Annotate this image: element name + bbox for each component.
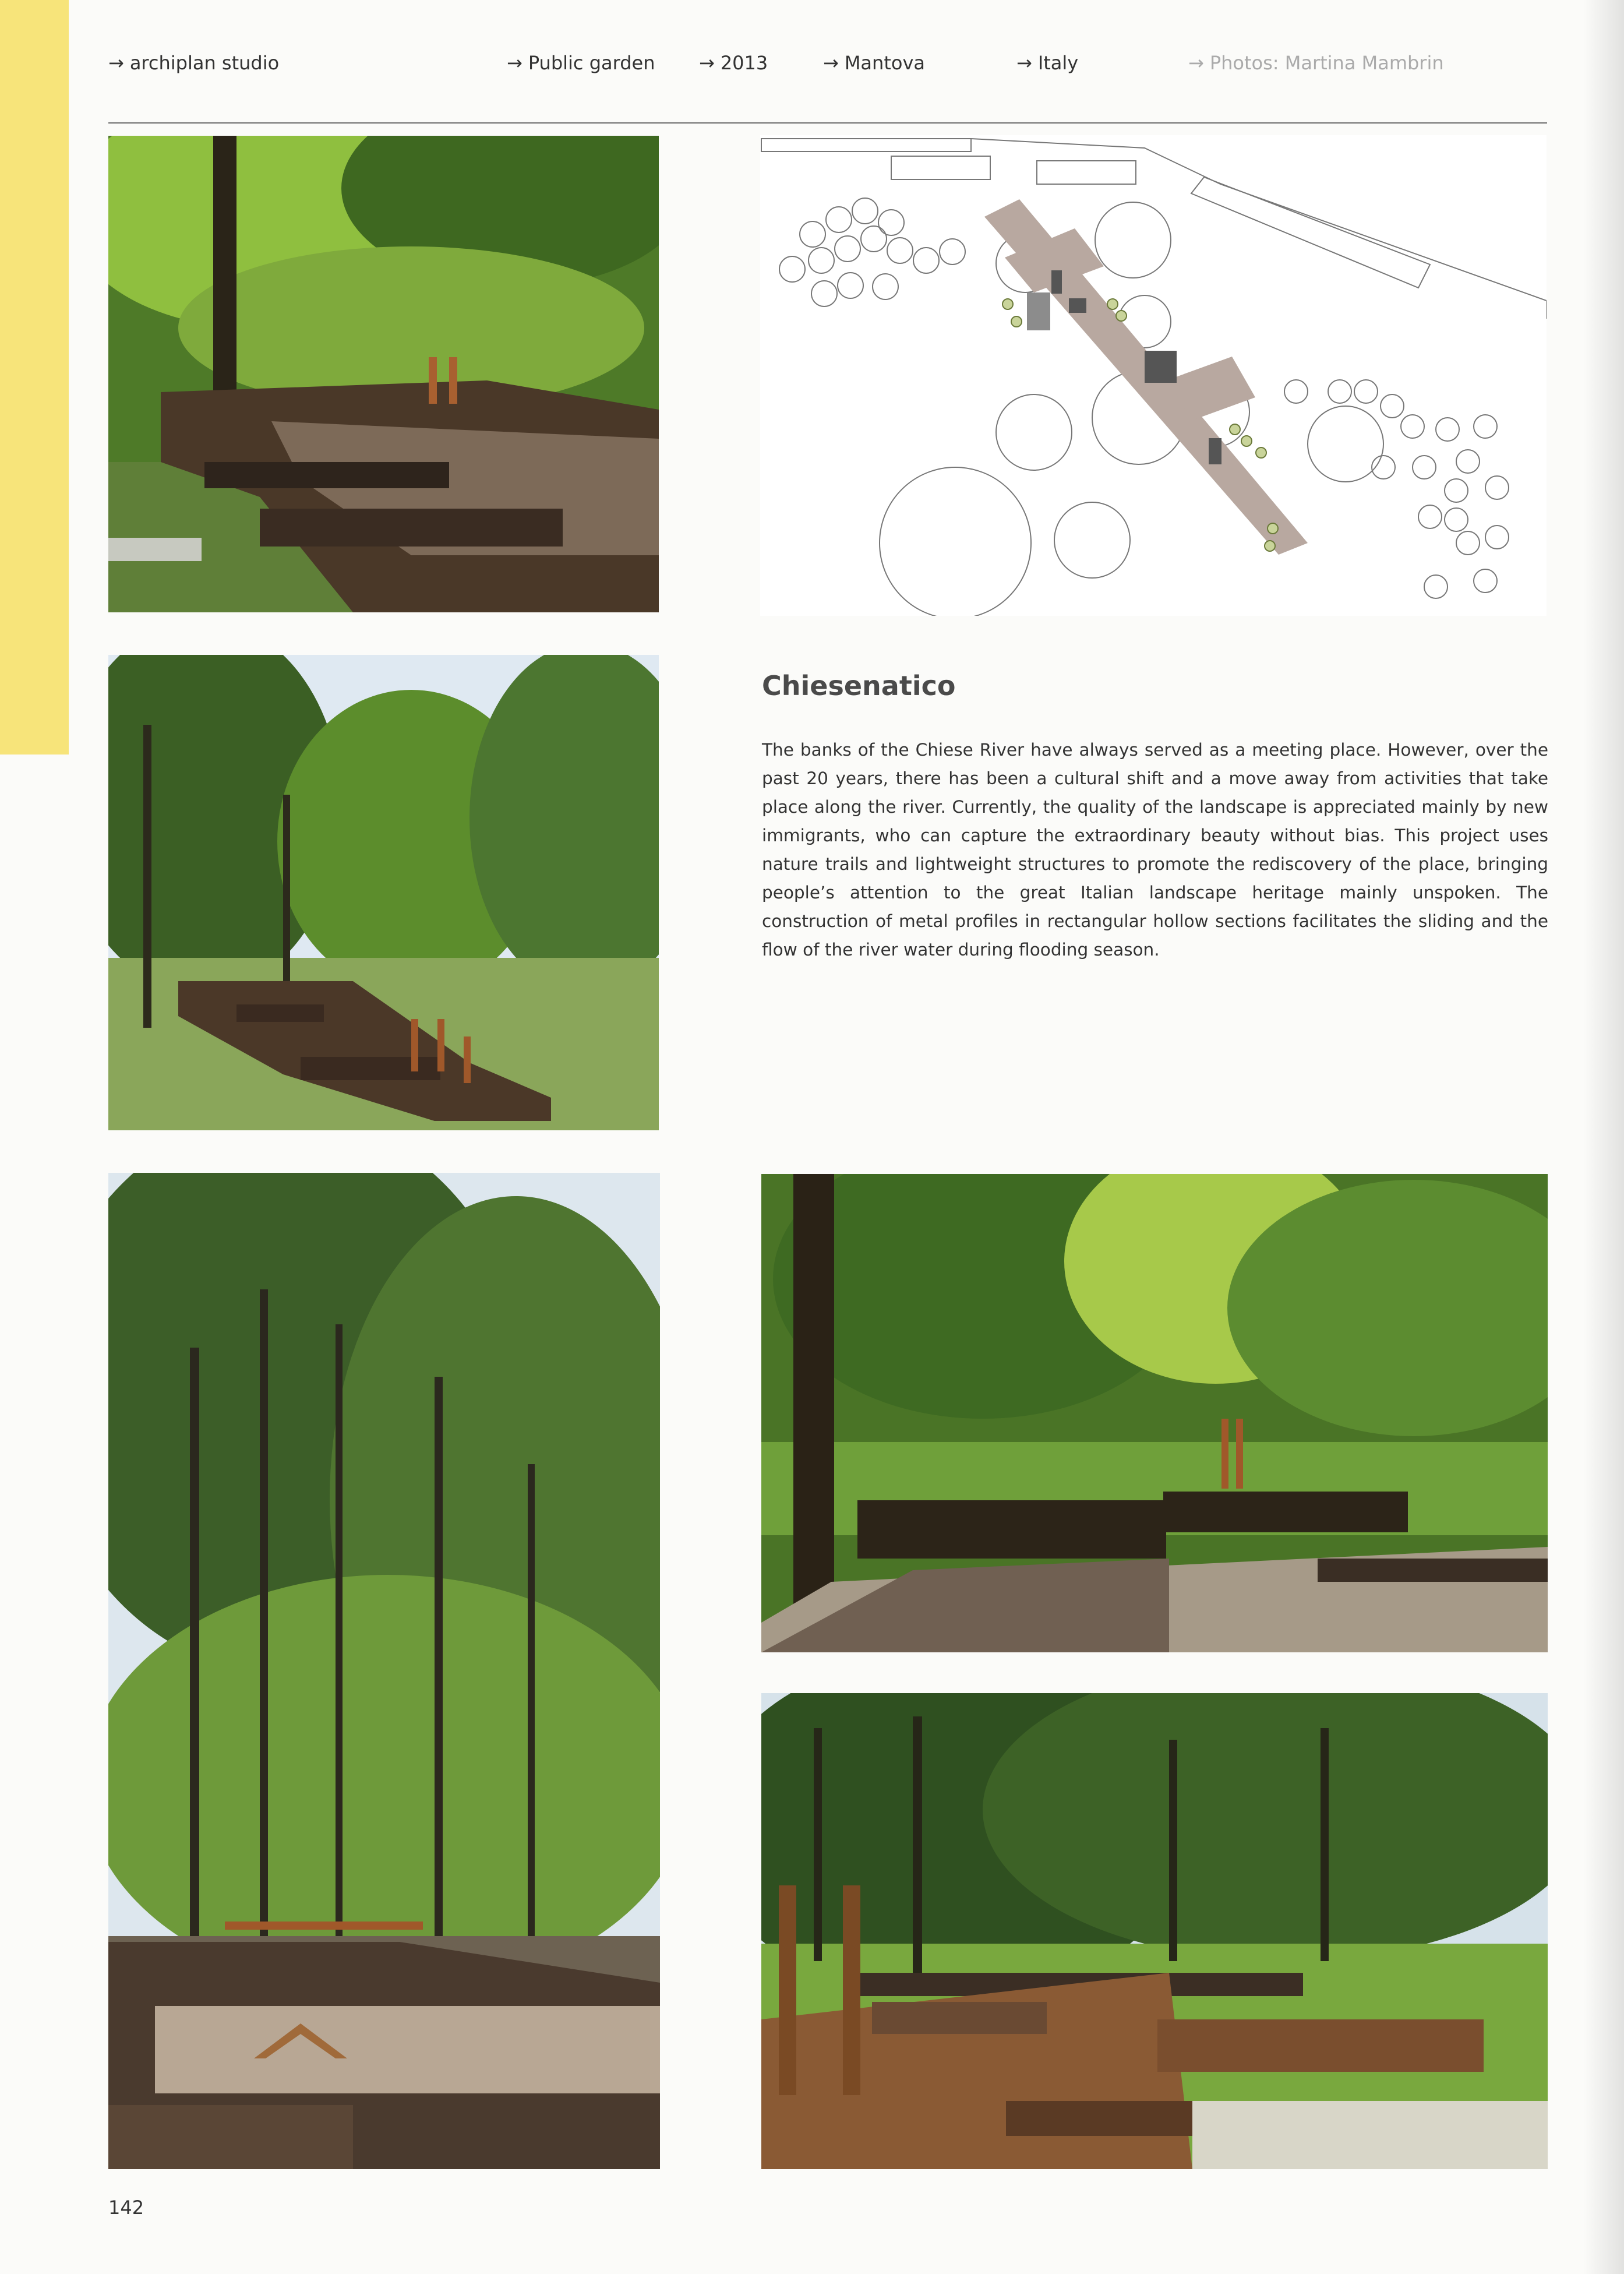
arrow-right-icon: → <box>507 52 522 74</box>
photo-deck-under-trees <box>108 136 659 612</box>
photo-path-among-willows <box>108 655 659 1130</box>
photo-tall-trees-deck <box>108 1173 660 2169</box>
page-number: 142 <box>108 2197 144 2219</box>
header-year: → 2013 <box>699 52 768 74</box>
arrow-right-icon: → <box>1188 52 1204 74</box>
header-category: → Public garden <box>507 52 655 74</box>
arrow-right-icon: → <box>823 52 839 74</box>
arrow-right-icon: → <box>1016 52 1032 74</box>
header-rule <box>108 122 1547 124</box>
arrow-right-icon: → <box>108 52 124 74</box>
photo-deck-and-bench <box>761 1174 1548 1652</box>
article-body: The banks of the Chiese River have always served as a meeting place. However, over the past 20 years, there has been a cultural shift and a move away from activities that take place along the river. Currently, the quality of the landscape is appreciated mainly by new immigrants, who can capture the extraordinary beauty without bias. This project uses nature trails and lightweight structures to promote the rediscovery of the place, bringing people’s attention to the great Italian landscape heritage mainly unspoken. The construction of metal profiles in rectangular hollow sections facilitates the sliding and the flow of the river water during flooding season. <box>762 740 1548 960</box>
site-plan-drawing <box>760 135 1547 616</box>
page-gutter-shadow <box>1583 0 1624 2274</box>
header-architect: → archiplan studio <box>108 52 280 74</box>
header-city: → Mantova <box>823 52 925 74</box>
header-country: → Italy <box>1016 52 1079 74</box>
arrow-right-icon: → <box>699 52 715 74</box>
photo-boardwalk-rust <box>761 1693 1548 2169</box>
header-photo-credit: → Photos: Martina Mambrin <box>1188 52 1444 74</box>
chapter-color-tab <box>0 0 69 755</box>
article-title: Chiesenatico <box>762 670 956 701</box>
